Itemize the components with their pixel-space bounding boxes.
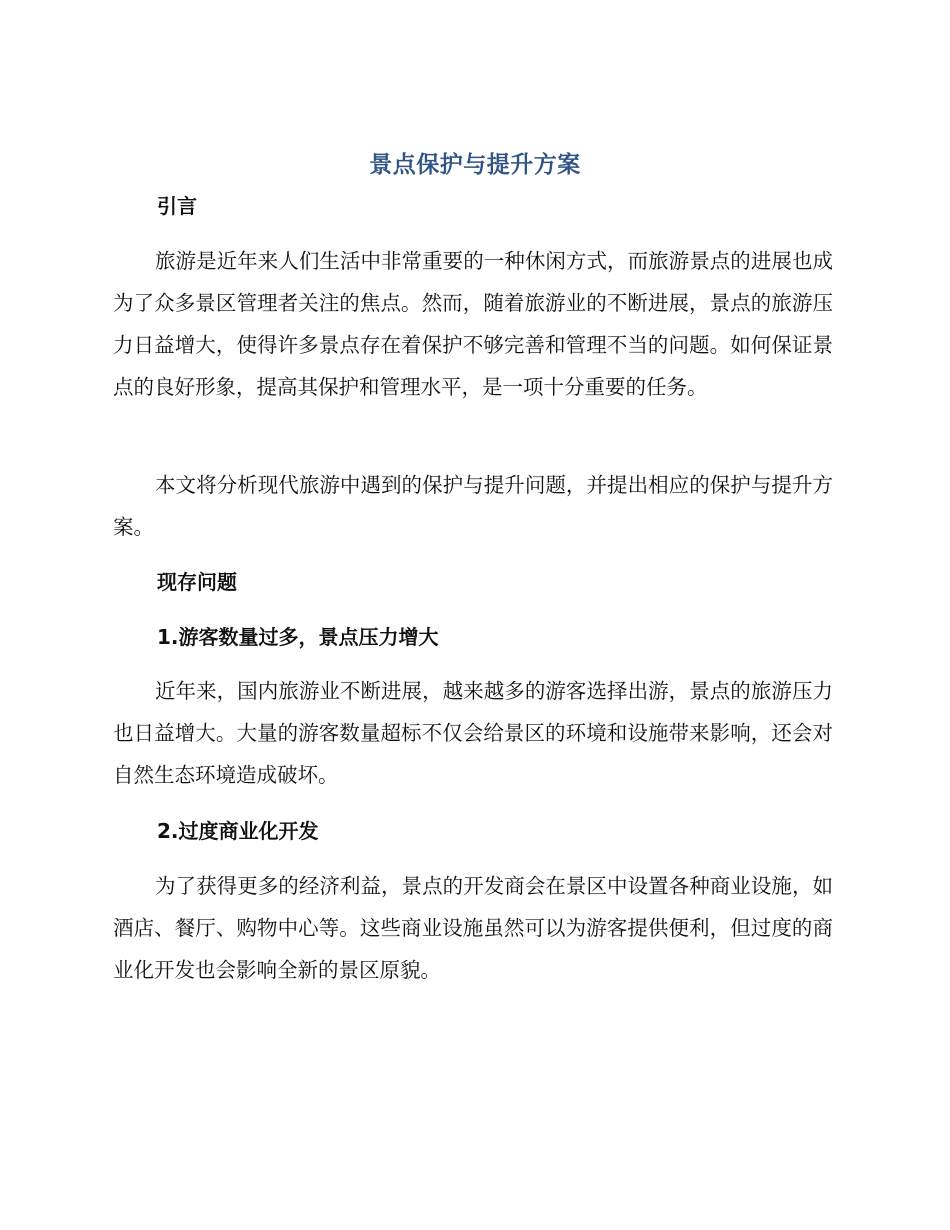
- subheading-problem-1: 1.游客数量过多，景点压力增大: [157, 625, 439, 649]
- section-heading-problems: 现存问题: [157, 570, 237, 594]
- paragraph-intro-1: 旅游是近年来人们生活中非常重要的一种休闲方式，而旅游景点的进展也成为了众多景区管理者关注的焦点。然而，随着旅游业的不断进展，景点的旅游压力日益增大，使得许多景点存在着保护不够完善和管理不当的问题。如何保证景点的良好形象，提高其保护和管理水平，是一项十分重要的任务。: [113, 249, 833, 399]
- paragraph-intro-2: 本文将分析现代旅游中遇到的保护与提升问题，并提出相应的保护与提升方案。: [113, 473, 833, 539]
- section-heading-intro: 引言: [157, 194, 197, 218]
- paragraph-problem-2: 为了获得更多的经济利益，景点的开发商会在景区中设置各种商业设施，如酒店、餐厅、购物中心等。这些商业设施虽然可以为游客提供便利，但过度的商业化开发也会影响全新的景区原貌。: [113, 874, 833, 982]
- document-title: 景点保护与提升方案: [369, 152, 581, 178]
- paragraph-problem-1: 近年来，国内旅游业不断进展，越来越多的游客选择出游，景点的旅游压力也日益增大。大量的游客数量超标不仅会给景区的环境和设施带来影响，还会对自然生态环境造成破坏。: [113, 679, 833, 787]
- subheading-problem-2: 2.过度商业化开发: [157, 819, 319, 843]
